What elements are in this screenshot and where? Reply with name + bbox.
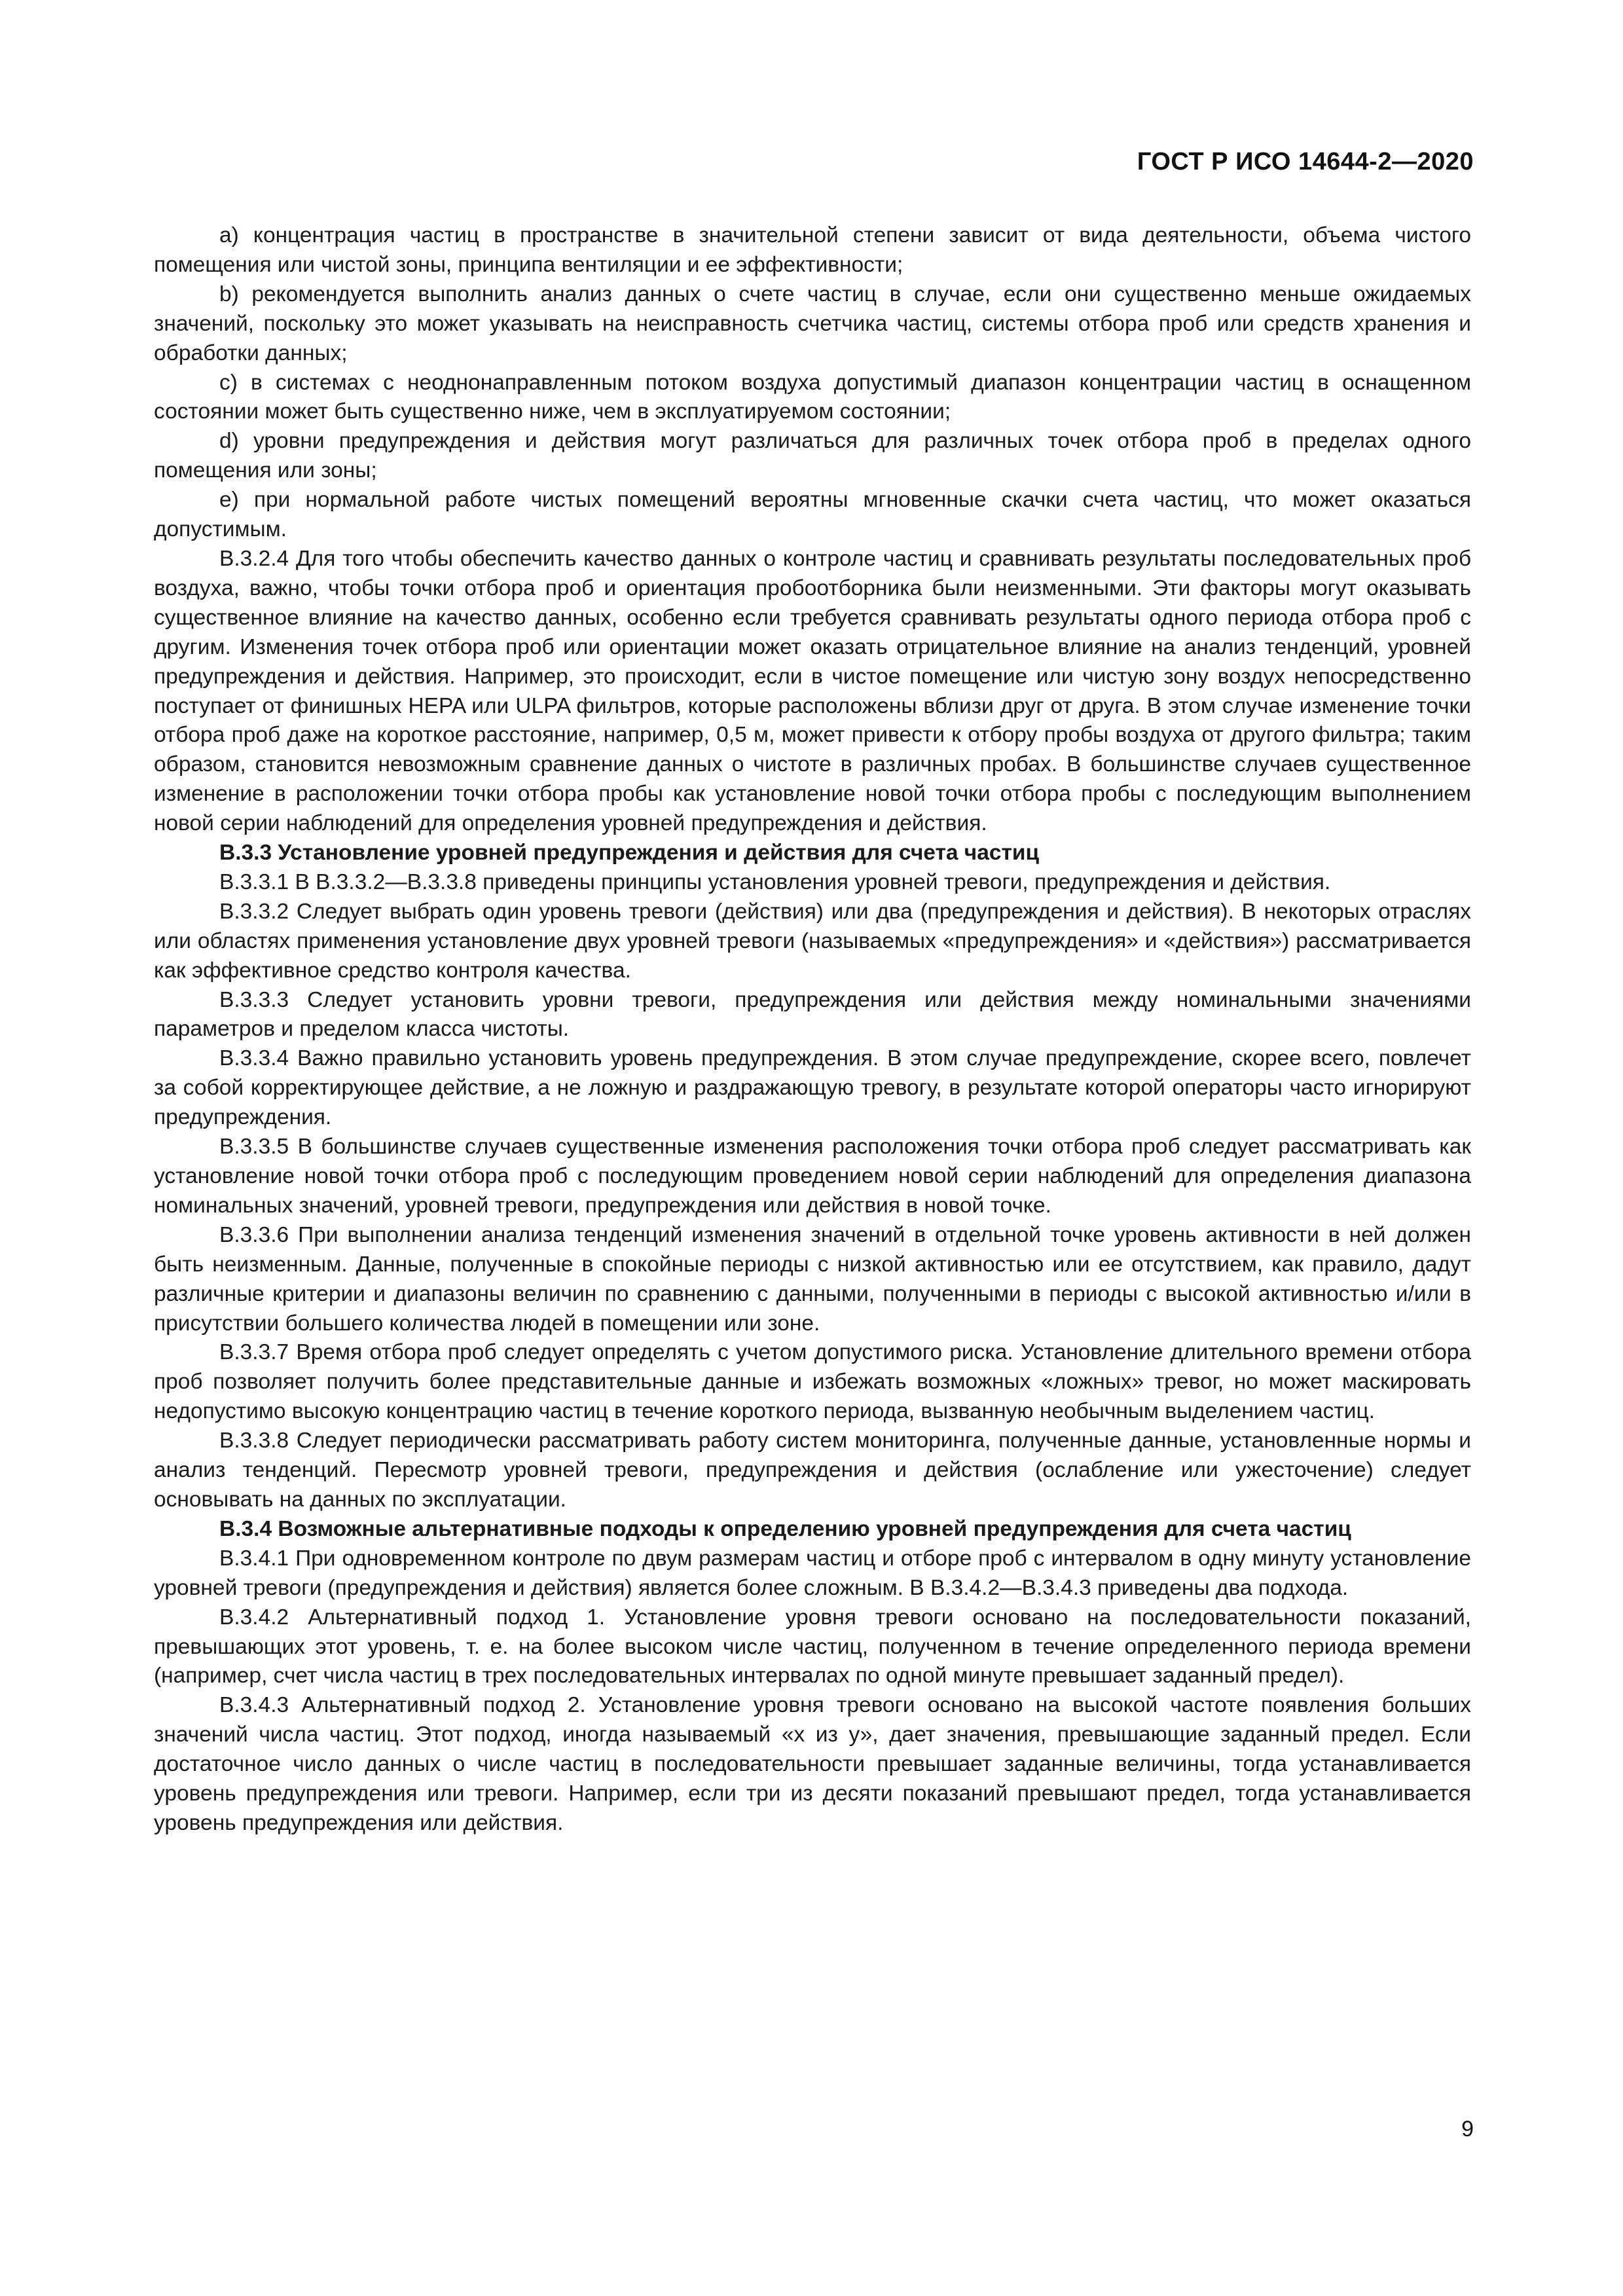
list-item-e: е) при нормальной работе чистых помещений вероятны мгновенные скачки счета частиц, что может оказаться допустимым. <box>154 488 1471 542</box>
clause-b-3-3-7: В.3.3.7 Время отбора проб следует определять с учетом допустимого риска. Установление длительного времени отбора проб позволяет получить более представительные данные и избежать возможных «ложных» тревог, но может маскировать недопустимо высокую концентрацию частиц в течение короткого периода, вызванную необычным выделением частиц. <box>154 1340 1471 1424</box>
list-item-d: d) уровни предупреждения и действия могут различаться для различных точек отбора проб в пределах одного помещения или зоны; <box>154 429 1471 483</box>
clause-b-3-3-2: В.3.3.2 Следует выбрать один уровень тревоги (действия) или два (предупреждения и действия). В некоторых отраслях или областях применения установление двух уровней тревоги (называемых «предупреждения» и «действия») рассматривается как эффективное средство контроля качества. <box>154 899 1471 983</box>
list-item-c: с) в системах с неоднонаправленным потоком воздуха допустимый диапазон концентрации частиц в оснащенном состоянии может быть существенно ниже, чем в эксплуатируемом состоянии; <box>154 370 1471 424</box>
clause-b-3-2-4: В.3.2.4 Для того чтобы обеспечить качество данных о контроле частиц и сравнивать результаты последовательных проб воздуха, важно, чтобы точки отбора проб и ориентация пробоотборника были неизменными. Эти факторы могут оказывать существенное влияние на качество данных, особенно если требуется сравнивать результаты одного периода отбора проб с другим. Изменения точек отбора проб или ориентации может оказать отрицательное влияние на анализ тенденций, уровней предупреждения и действия. Например, это происходит, если в чистое помещение или чистую зону воздух непосредственно поступает от финишных HEPA или ULPA фильтров, которые расположены вблизи друг от друга. В этом случае изменение точки отбора проб даже на короткое расстояние, например, 0,5 м, может привести к отбору пробы воздуха от другого фильтра; таким образом, становится невозможным сравнение данных о чистоте в различных пробах. В большинстве случаев существенное изменение в расположении точки отбора пробы как установление новой точки отбора пробы с последующим выполнением новой серии наблюдений для определения уровней предупреждения и действия. <box>154 546 1471 836</box>
clause-b-3-3-8: В.3.3.8 Следует периодически рассматривать работу систем мониторинга, полученные данные, установленные нормы и анализ тенденций. Пересмотр уровней тревоги, предупреждения и действия (ослабление или ужесточение) следует основывать на данных по эксплуатации. <box>154 1429 1471 1512</box>
document-code-header: ГОСТ Р ИСО 14644-2—2020 <box>1137 148 1474 175</box>
clause-b-3-3-6: В.3.3.6 При выполнении анализа тенденций изменения значений в отдельной точке уровень активности в ней должен быть неизменным. Данные, полученные в спокойные периоды с низкой активностью или ее отсутствием, как правило, дадут различные критерии и диапазоны величин по сравнению с данными, полученными в периоды с высокой активностью и/или в присутствии большего количества людей в помещении или зоне. <box>154 1222 1471 1336</box>
clause-b-3-3-4: В.3.3.4 Важно правильно установить уровень предупреждения. В этом случае предупреждение, скорее всего, повлечет за собой корректирующее действие, а не ложную и раздражающую тревогу, в результате которой операторы часто игнорируют предупреждения. <box>154 1046 1471 1130</box>
list-item-a: а) концентрация частиц в пространстве в значительной степени зависит от вида деятельности, объема чистого помещения или чистой зоны, принципа вентиляции и ее эффективности; <box>154 223 1471 277</box>
section-heading-b-3-4: В.3.4 Возможные альтернативные подходы к определению уровней предупреждения для счета частиц <box>219 1516 1351 1541</box>
clause-b-3-4-2: В.3.4.2 Альтернативный подход 1. Установление уровня тревоги основано на последовательности показаний, превышающих этот уровень, т. е. на более высоком числе частиц, полученном в течение определенного периода времени (например, счет числа частиц в трех последовательных интервалах по одной минуте превышает заданный предел). <box>154 1605 1471 1688</box>
document-body <box>154 221 1471 1838</box>
section-heading-b-3-3: В.3.3 Установление уровней предупреждения и действия для счета частиц <box>219 841 1040 866</box>
page-number: 9 <box>1461 2117 1474 2141</box>
clause-b-3-4-1: В.3.4.1 При одновременном контроле по двум размерам частиц и отборе проб с интервалом в одну минуту установление уровней тревоги (предупреждения и действия) является более сложным. В В.3.4.2—В.3.4.3 приведены два подхода. <box>154 1546 1471 1600</box>
list-item-b: b) рекомендуется выполнить анализ данных о счете частиц в случае, если они существенно меньше ожидаемых значений, поскольку это может указывать на неисправность счетчика частиц, системы отбора проб или средств хранения и обработки данных; <box>154 282 1471 365</box>
clause-b-3-3-1: В.3.3.1 В В.3.3.2—В.3.3.8 приведены принципы установления уровней тревоги, предупреждения и действия. <box>219 869 1331 894</box>
clause-b-3-4-3: В.3.4.3 Альтернативный подход 2. Установление уровня тревоги основано на высокой частоте появления больших значений числа частиц. Этот подход, иногда называемый «х из у», дает значения, превышающие заданный предел. Если достаточное число данных о числе частиц в последовательности превышает заданные величины, тогда устанавливается уровень предупреждения или тревоги. Например, если три из десяти показаний превышают предел, тогда устанавливается уровень предупреждения или действия. <box>154 1693 1471 1835</box>
clause-b-3-3-3: В.3.3.3 Следует установить уровни тревоги, предупреждения или действия между номинальными значениями параметров и пределом класса чистоты. <box>154 987 1471 1042</box>
clause-b-3-3-5: В.3.3.5 В большинстве случаев существенные изменения расположения точки отбора проб следует рассматривать как установление новой точки отбора проб с последующим проведением новой серии наблюдений для определения диапазона номинальных значений, уровней тревоги, предупреждения или действия в новой точке. <box>154 1135 1471 1218</box>
